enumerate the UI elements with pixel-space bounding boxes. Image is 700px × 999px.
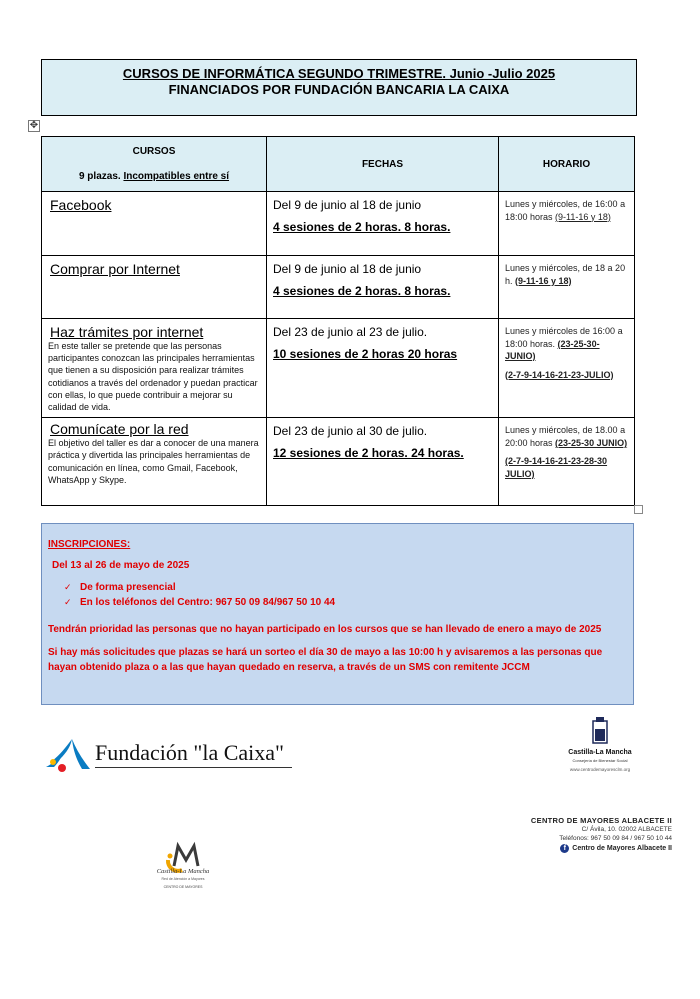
schedule-text: Lunes y miércoles, de 16:00 a 18:00 horas bbox=[505, 199, 626, 222]
course-description: En este taller se pretende que las personas participantes conozcan las principales herramientas que tienen a su disposición para realizar trámites cotidianos a través del ordenador y puedan practicar con ellas, lo que puede contribuir a mejorar su calidad de vida. bbox=[48, 341, 258, 413]
course-description: El objetivo del taller es dar a conocer de una manera práctica y divertida las principales herramientas de comunicación en línea, como Gmail, Facebook, WhatsApp y Skype. bbox=[48, 438, 259, 485]
inscripciones-priority: Tendrán prioridad las personas que no hayan participado en los cursos que se han llevado de enero a mayo de 2025 bbox=[48, 624, 602, 635]
table-header-row bbox=[42, 137, 635, 192]
course-schedule bbox=[499, 418, 634, 449]
table-row bbox=[42, 319, 635, 418]
lacaixa-name: Fundación "la Caixa" bbox=[95, 740, 285, 765]
header-cursos-label: CURSOS bbox=[132, 146, 176, 157]
castilla-la-mancha-logo bbox=[555, 715, 645, 775]
course-schedule bbox=[499, 192, 634, 223]
fecha-cell bbox=[267, 192, 499, 256]
schedule-text: Lunes y miércoles de 16:00 a 18:00 horas. bbox=[505, 326, 623, 349]
inscripciones-sorteo: Si hay más solicitudes que plazas se hará un sorteo el día 30 de mayo a las 10:00 h y avisaremos a las personas que hayan obtenido plaza o a las que hayan quedado en reserva, a través de un SMS con remitente JCCM bbox=[48, 647, 603, 673]
inscripciones-box bbox=[41, 523, 634, 705]
header-fechas: FECHAS bbox=[267, 137, 499, 192]
horario-cell bbox=[499, 192, 635, 256]
course-cell bbox=[42, 256, 267, 319]
centro-phones: Teléfonos: 967 50 09 84 / 967 50 10 44 bbox=[559, 835, 672, 842]
horario-cell bbox=[499, 418, 635, 506]
bullet-text: De forma presencial bbox=[80, 582, 176, 593]
course-dates: Del 23 de junio al 23 de julio. bbox=[273, 325, 428, 339]
clm-name: Castilla-La Mancha bbox=[568, 749, 632, 756]
course-name: Facebook bbox=[50, 197, 112, 213]
course-dates: Del 9 de junio al 18 de junio bbox=[273, 198, 422, 212]
centro-name: CENTRO DE MAYORES ALBACETE II bbox=[530, 816, 672, 825]
facebook-icon: f bbox=[560, 844, 569, 853]
table-row bbox=[42, 192, 635, 256]
fecha-cell bbox=[267, 256, 499, 319]
inscripciones-bullet-telefonos bbox=[64, 597, 335, 608]
course-sessions: 12 sesiones de 2 horas. 24 horas. bbox=[273, 446, 464, 461]
schedule-days: (23-25-30- JUNIO) bbox=[505, 338, 600, 361]
course-name: Comunícate por la red bbox=[50, 421, 189, 438]
schedule-days: (9-11-16 y 18) bbox=[515, 275, 572, 286]
course-sessions: 10 sesiones de 2 horas 20 horas bbox=[273, 347, 458, 361]
fecha-cell bbox=[267, 418, 499, 506]
courses-table bbox=[41, 136, 635, 506]
schedule-days-july: (2-7-9-14-16-21-23-JULIO) bbox=[505, 369, 614, 380]
schedule-text: Lunes y miércoles, de 18.00 a 20:00 horas bbox=[505, 425, 626, 448]
schedule-text: Lunes y miércoles, de 18 a 20 h. bbox=[505, 263, 626, 286]
schedule-days-july: (2-7-9-14-16-21-23-28-30 JULIO) bbox=[505, 456, 608, 479]
header-cursos-sub bbox=[42, 171, 266, 182]
course-cell bbox=[42, 418, 267, 506]
centro-address: C/ Ávila, 10. 02002 ALBACETE bbox=[581, 826, 672, 833]
schedule-days: (23-25-30 JUNIO) bbox=[555, 437, 628, 448]
lacaixa-underline bbox=[95, 767, 292, 768]
fecha-cell bbox=[267, 319, 499, 418]
inscripciones-heading: INSCRIPCIONES: bbox=[48, 539, 131, 550]
table-row bbox=[42, 256, 635, 319]
horario-cell bbox=[499, 256, 635, 319]
cm-sub2: CENTRO DE MAYORES bbox=[163, 885, 203, 889]
checkmark-icon: ✓ bbox=[64, 583, 72, 593]
header-cursos-incompatibles: Incompatibles entre sí bbox=[123, 171, 230, 182]
title-line1: CURSOS DE INFORMÁTICA SEGUNDO TRIMESTRE. Junio -Julio 2025 bbox=[122, 66, 556, 81]
resize-handle-icon[interactable] bbox=[634, 505, 643, 514]
course-sessions: 4 sesiones de 2 horas. 8 horas. bbox=[273, 284, 451, 298]
title-box bbox=[41, 59, 637, 116]
clm-url: www.centrodemayoresclm.org bbox=[569, 767, 631, 772]
cm-sub: Red de Atención a Mayores bbox=[161, 877, 205, 881]
table-row bbox=[42, 418, 635, 506]
facebook-label: Centro de Mayores Albacete II bbox=[572, 845, 672, 852]
clm-sub: Consejería de Bienestar Social bbox=[572, 758, 628, 763]
course-schedule bbox=[499, 256, 634, 287]
course-cell bbox=[42, 192, 267, 256]
course-name: Comprar por Internet bbox=[50, 261, 180, 277]
course-dates: Del 9 de junio al 18 de junio bbox=[273, 262, 422, 276]
course-schedule bbox=[499, 319, 634, 363]
cm-name: Castilla-La Mancha bbox=[156, 868, 210, 875]
centro-facebook[interactable] bbox=[531, 843, 672, 854]
title-line2: FINANCIADOS POR FUNDACIÓN BANCARIA LA CAIXA bbox=[168, 82, 510, 97]
bullet-text: En los teléfonos del Centro: 967 50 09 84/967 50 10 44 bbox=[80, 597, 336, 608]
horario-cell bbox=[499, 319, 635, 418]
course-sessions: 4 sesiones de 2 horas. 8 horas. bbox=[273, 220, 451, 234]
centro-info bbox=[531, 816, 672, 854]
header-cursos bbox=[42, 137, 267, 192]
header-cursos-plazas: 9 plazas. bbox=[78, 171, 124, 182]
checkmark-icon: ✓ bbox=[64, 598, 72, 608]
course-cell bbox=[42, 319, 267, 418]
schedule-days: (9-11-16 y 18) bbox=[555, 211, 611, 222]
course-name: Haz trámites por internet bbox=[50, 324, 204, 340]
inscripciones-dates: Del 13 al 26 de mayo de 2025 bbox=[52, 560, 190, 571]
course-dates: Del 23 de junio al 30 de julio. bbox=[273, 424, 428, 439]
move-handle-icon[interactable]: ✥ bbox=[29, 120, 39, 131]
inscripciones-bullet-presencial bbox=[64, 582, 176, 593]
header-horario: HORARIO bbox=[499, 137, 635, 192]
